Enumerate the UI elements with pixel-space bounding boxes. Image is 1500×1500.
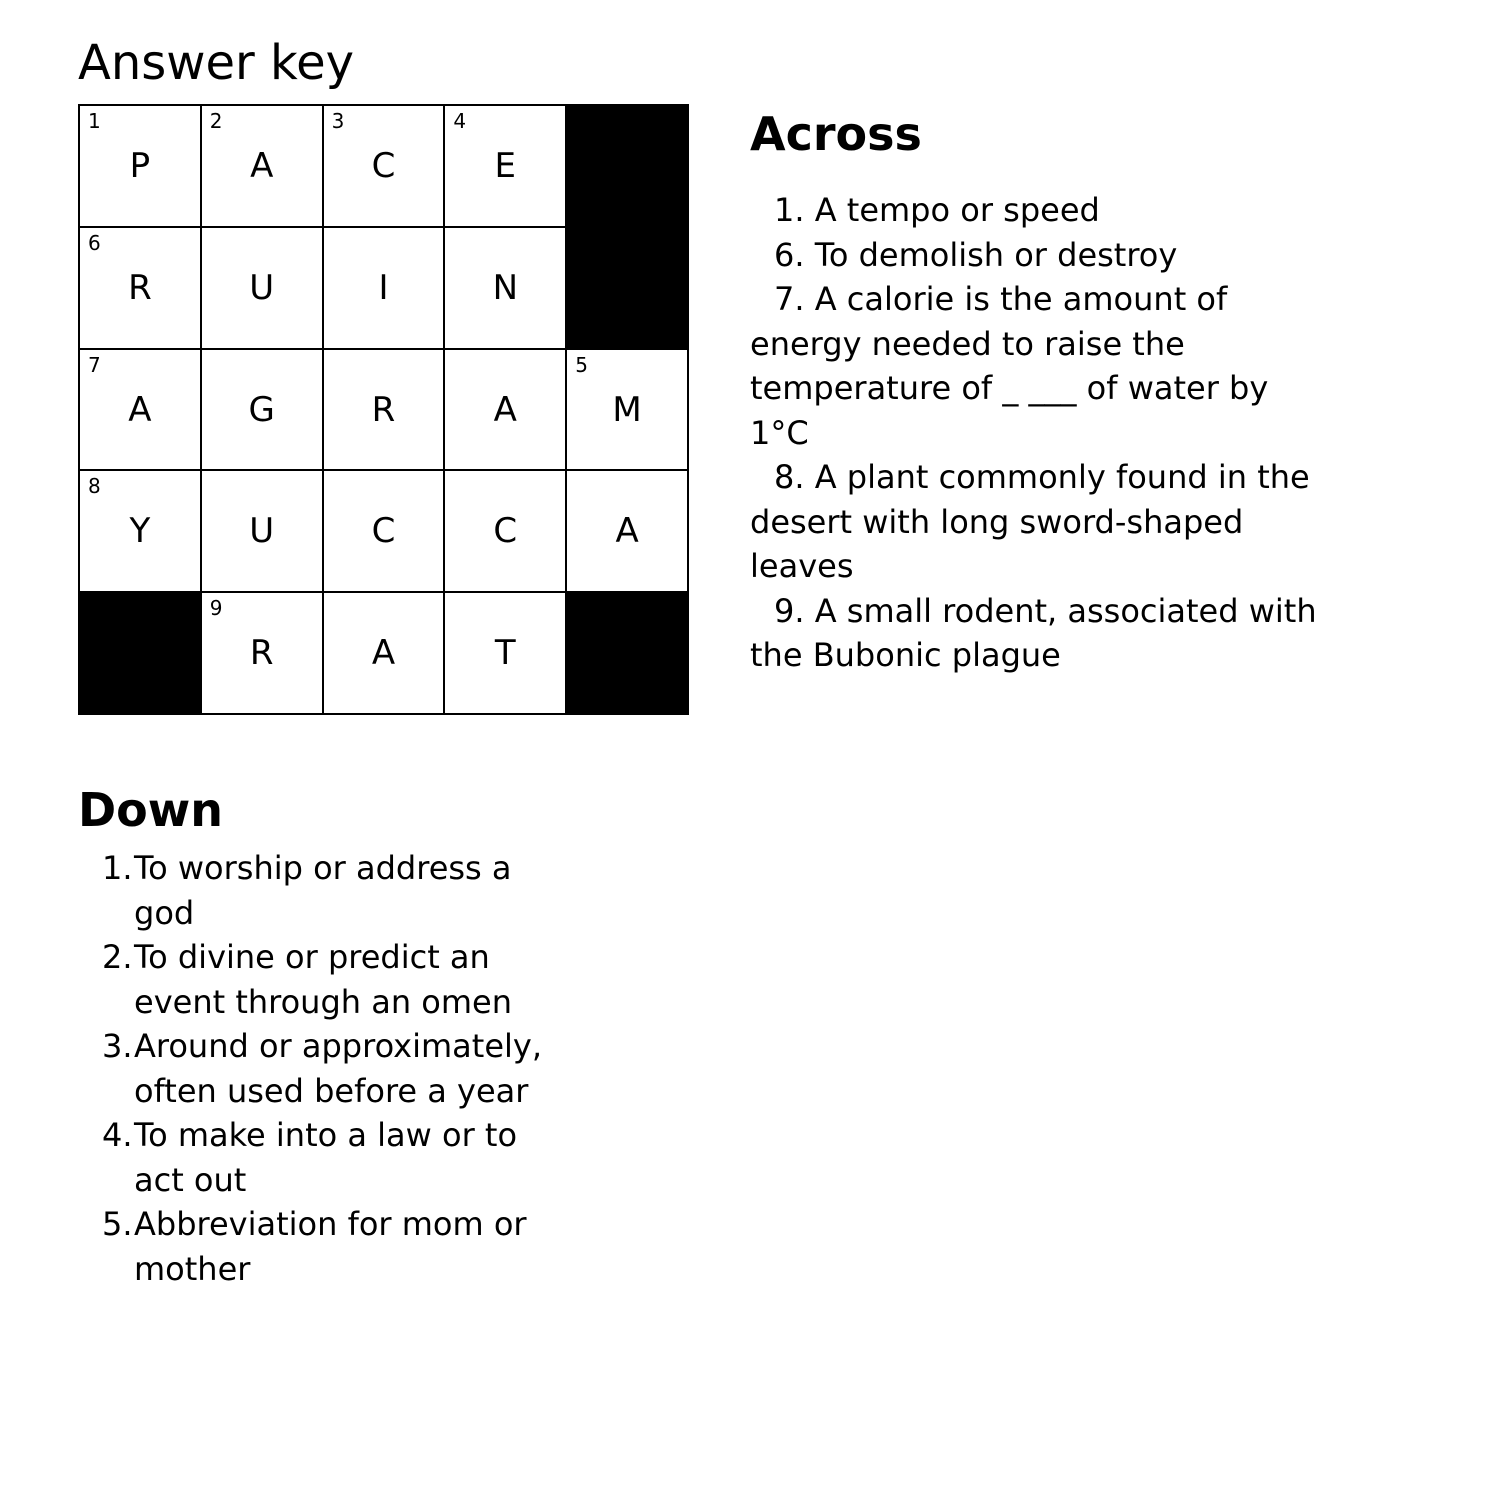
clue-number: 5.	[102, 1205, 133, 1243]
grid-cell	[445, 593, 565, 713]
cell-letter: I	[378, 267, 389, 308]
cell-number: 7	[88, 352, 101, 377]
clue-text: To worship or address a god	[134, 849, 512, 932]
cell-letter: U	[249, 511, 275, 552]
across-clue: 9. A small rodent, associated with the Bubonic plague	[750, 591, 1317, 674]
across-clue: 6. To demolish or destroy	[774, 235, 1178, 274]
cell-letter: A	[615, 511, 639, 552]
down-clue	[102, 1024, 562, 1113]
down-heading: Down	[78, 783, 224, 837]
across-clue-list	[750, 188, 1330, 678]
grid-cell	[80, 106, 200, 226]
across-clue: 8. A plant commonly found in the desert with long sword-shaped leaves	[750, 458, 1310, 585]
cell-letter: N	[492, 267, 518, 308]
cell-number: 3	[331, 109, 345, 133]
grid-cell	[202, 228, 322, 348]
clue-number: 3.	[102, 1027, 133, 1065]
down-clue	[102, 846, 562, 935]
cell-letter: C	[371, 146, 396, 186]
down-clue	[102, 1113, 562, 1202]
cell-letter: E	[494, 146, 517, 186]
cell-letter: A	[371, 633, 396, 674]
cell-letter: P	[129, 146, 151, 186]
grid-cell	[324, 228, 444, 348]
black-cell	[80, 593, 200, 713]
clue-number: 2.	[102, 938, 133, 976]
grid-cell	[445, 106, 565, 226]
grid-cell	[445, 471, 565, 591]
grid-cell	[80, 350, 200, 470]
across-heading: Across	[750, 107, 922, 161]
cell-letter: G	[248, 389, 275, 430]
cell-letter: C	[493, 511, 518, 552]
down-clue	[102, 935, 562, 1024]
clue-number: 1.	[102, 849, 133, 887]
grid-cell	[324, 106, 444, 226]
cell-letter: A	[250, 146, 274, 186]
cell-letter: R	[249, 633, 274, 674]
grid-cell	[445, 350, 565, 470]
clue-text: To make into a law or to act out	[134, 1116, 518, 1199]
across-clue: 1. A tempo or speed	[774, 191, 1100, 229]
cell-number: 4	[453, 109, 467, 133]
cell-letter: M	[612, 389, 642, 430]
clue-number: 4.	[102, 1116, 133, 1154]
black-cell	[567, 228, 687, 348]
grid-cell	[202, 471, 322, 591]
cell-letter: R	[371, 389, 396, 430]
grid-cell	[324, 593, 444, 713]
cell-letter: Y	[129, 511, 151, 552]
cell-letter: C	[371, 511, 396, 552]
grid-cell	[567, 471, 687, 591]
cell-number: 5	[575, 352, 588, 377]
across-clue: 7. A calorie is the amount of energy needed to raise the temperature of _ ___ of water by 1°C	[750, 280, 1269, 452]
cell-letter: A	[128, 389, 152, 430]
cell-number: 8	[88, 474, 101, 499]
clue-text: Abbreviation for mom or mother	[134, 1205, 527, 1288]
cell-number: 1	[88, 109, 101, 133]
black-cell	[567, 106, 687, 226]
black-cell	[567, 593, 687, 713]
cell-number: 6	[88, 230, 101, 255]
crossword-grid	[78, 104, 689, 715]
clue-text: To divine or predict an event through an omen	[134, 938, 512, 1021]
cell-number: 9	[209, 596, 223, 621]
cell-letter: R	[128, 267, 152, 308]
clue-text: Around or approximately, often used before a year	[134, 1027, 542, 1110]
cell-letter: U	[249, 267, 275, 308]
grid-cell	[324, 471, 444, 591]
grid-cell	[324, 350, 444, 470]
grid-cell	[445, 228, 565, 348]
cell-number: 2	[209, 109, 223, 133]
grid-cell	[202, 350, 322, 470]
grid-cell	[567, 350, 687, 470]
grid-cell	[202, 106, 322, 226]
cell-letter: A	[493, 389, 517, 430]
grid-cell	[202, 593, 322, 713]
grid-cell	[80, 471, 200, 591]
down-clue	[102, 1202, 562, 1291]
down-clue-list	[102, 846, 562, 1291]
grid-cell	[80, 228, 200, 348]
cell-letter: T	[494, 633, 516, 674]
page-title: Answer key	[78, 35, 355, 91]
